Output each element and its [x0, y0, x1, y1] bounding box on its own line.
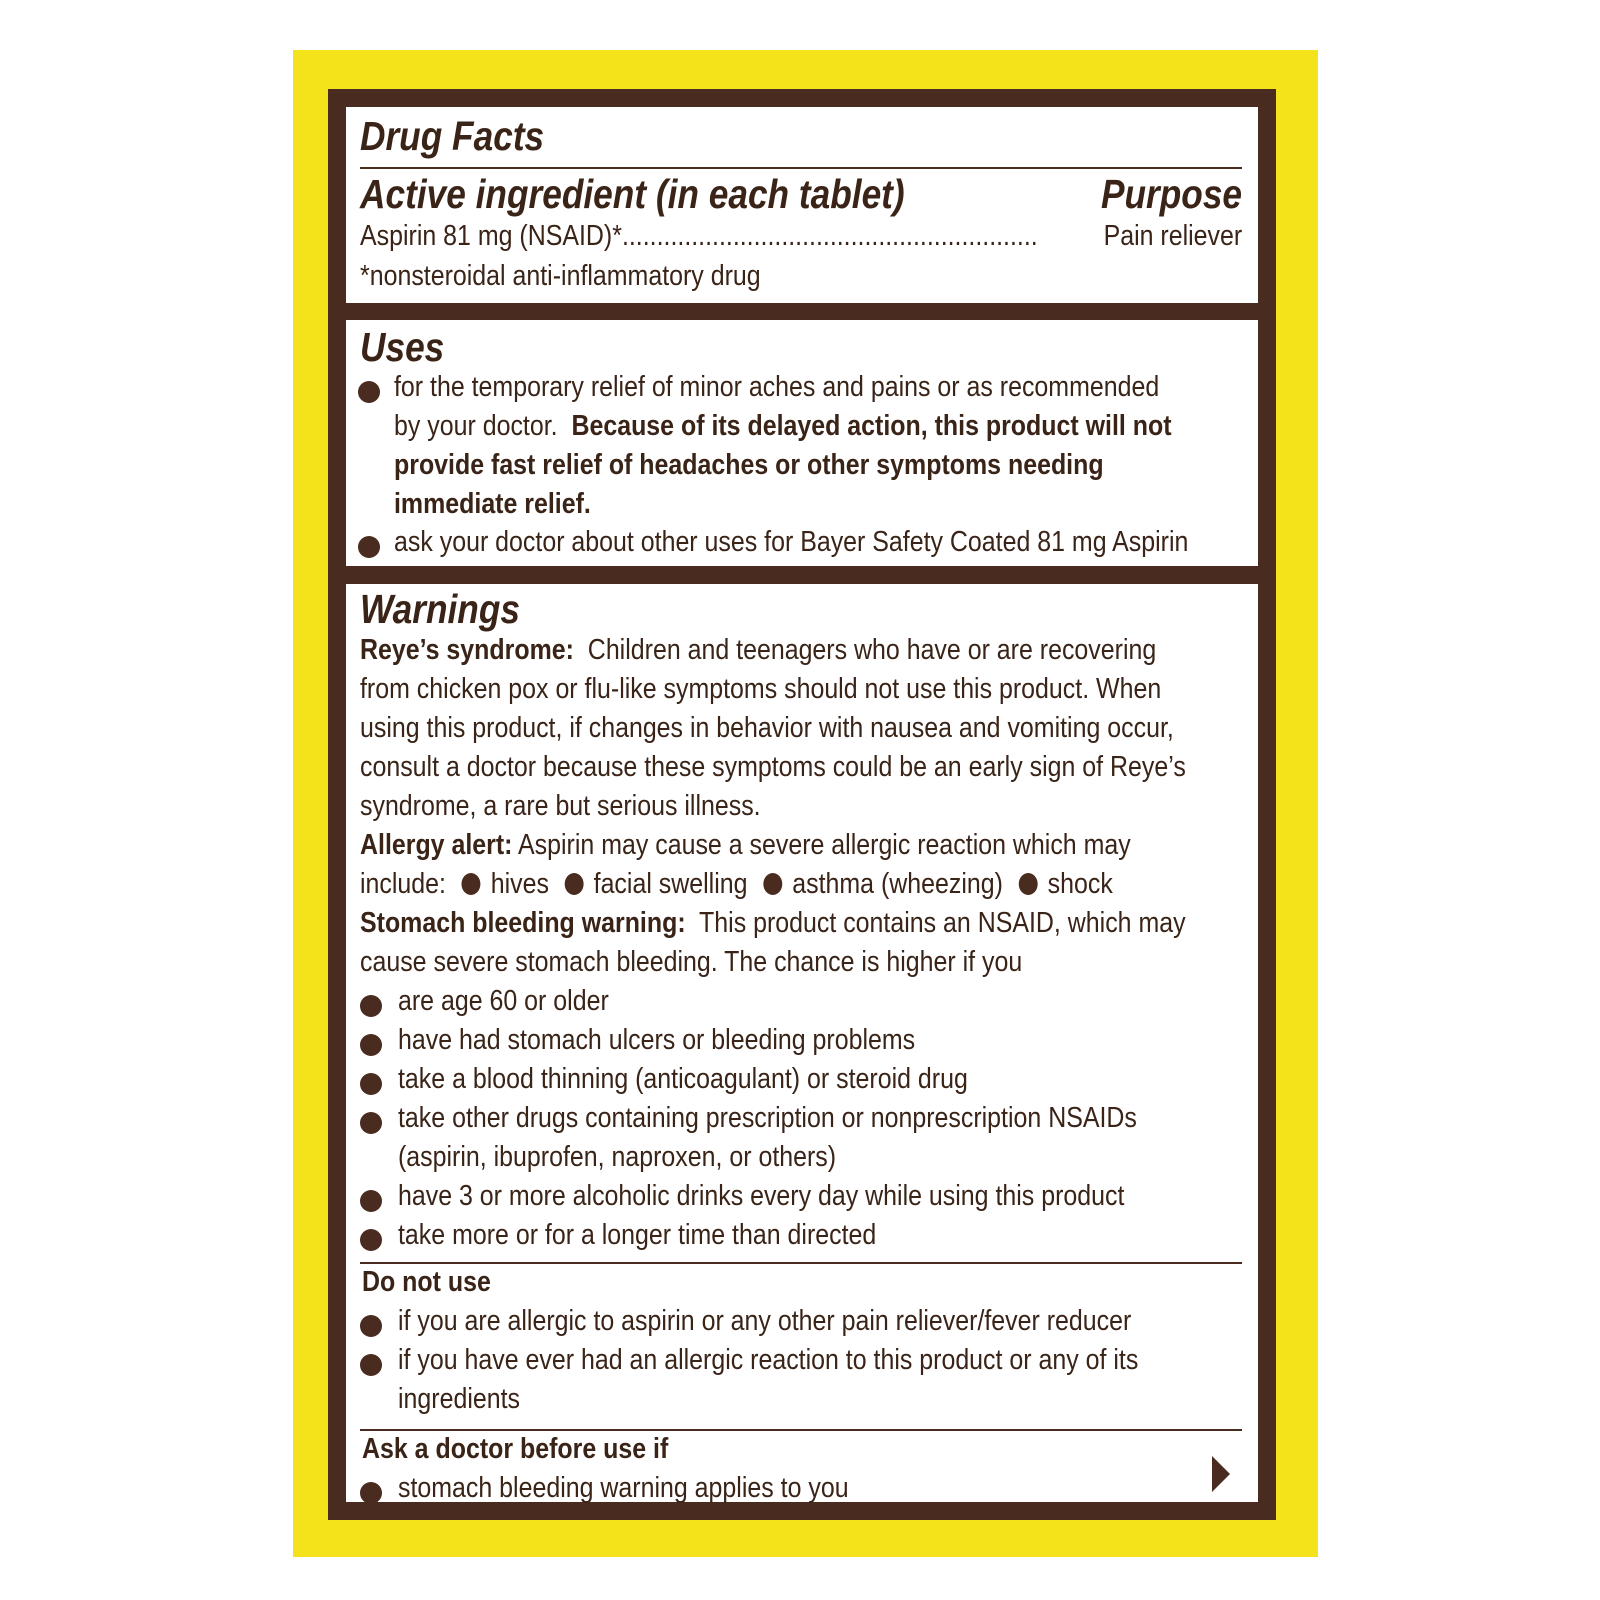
- reyes-line-5: syndrome, a rare but serious illness.: [360, 790, 761, 822]
- do-not-use-rule: [360, 1262, 1242, 1264]
- bullet-icon: [360, 1073, 382, 1095]
- purpose-value: Pain reliever: [1081, 220, 1242, 253]
- stomach-item-continued: (aspirin, ibuprofen, naproxen, or others): [398, 1141, 837, 1173]
- stomach-item: take more or for a longer time than directed: [398, 1219, 877, 1251]
- ingredient-line: Aspirin 81 mg (NSAID)*............................................................: [360, 220, 1038, 252]
- do-not-use-item-continued: ingredients: [398, 1383, 521, 1415]
- bullet-icon: [360, 1315, 382, 1337]
- bullet-icon: [360, 1229, 382, 1251]
- bullet-icon: [763, 873, 782, 895]
- bullet-icon: [360, 995, 382, 1017]
- ask-doctor-heading: Ask a doctor before use if: [362, 1433, 669, 1465]
- bullet-icon: [360, 1112, 382, 1134]
- continue-arrow-icon: [1212, 1456, 1230, 1492]
- active-ingredient-panel: [346, 107, 1258, 303]
- uses-item-1-line-4: immediate relief.: [394, 488, 591, 520]
- bullet-icon: [360, 1190, 382, 1212]
- allergy-line-2: include: hives facial swelling asthma (wheezing) shock: [360, 868, 1113, 900]
- stomach-item: have had stomach ulcers or bleeding problems: [398, 1024, 916, 1056]
- stomach-line-2: cause severe stomach bleeding. The chance is higher if you: [360, 946, 1023, 978]
- uses-item-1-line-2: by your doctor. Because of its delayed action, this product will not: [394, 410, 1172, 442]
- reyes-line-2: from chicken pox or flu-like symptoms should not use this product. When: [360, 673, 1162, 705]
- stomach-line-1: Stomach bleeding warning: This product contains an NSAID, which may: [360, 907, 1186, 939]
- uses-item-2: ask your doctor about other uses for Bayer Safety Coated 81 mg Aspirin: [394, 526, 1189, 558]
- bullet-icon: [360, 1482, 382, 1504]
- uses-item-1-line-3: provide fast relief of headaches or other symptoms needing: [394, 449, 1104, 481]
- warnings-panel: [346, 584, 1258, 1502]
- bullet-icon: [358, 381, 380, 403]
- bullet-icon: [360, 1034, 382, 1056]
- warnings-heading: Warnings: [360, 586, 521, 632]
- do-not-use-item: if you have ever had an allergic reaction to this product or any of its: [398, 1344, 1139, 1376]
- stomach-item: take a blood thinning (anticoagulant) or steroid drug: [398, 1063, 968, 1095]
- purpose-heading: Purpose: [1100, 171, 1242, 217]
- stomach-item: take other drugs containing prescription or nonprescription NSAIDs: [398, 1102, 1137, 1134]
- ingredient-footnote: *nonsteroidal anti-inflammatory drug: [360, 260, 761, 292]
- drug-facts-header: Drug Facts: [360, 113, 545, 159]
- bullet-icon: [358, 536, 380, 558]
- uses-heading: Uses: [360, 324, 445, 370]
- ask-doctor-item: stomach bleeding warning applies to you: [398, 1472, 849, 1504]
- uses-item-1-line-1: for the temporary relief of minor aches and pains or as recommended: [394, 371, 1160, 403]
- do-not-use-item: if you are allergic to aspirin or any other pain reliever/fever reducer: [398, 1305, 1132, 1337]
- stomach-item: are age 60 or older: [398, 985, 609, 1017]
- bullet-icon: [461, 873, 480, 895]
- bullet-icon: [564, 873, 583, 895]
- reyes-line-1: Reye’s syndrome: Children and teenagers who have or are recovering: [360, 634, 1157, 666]
- header-rule: [360, 167, 1242, 169]
- allergy-line-1: Allergy alert: Aspirin may cause a severe allergic reaction which may: [360, 829, 1131, 861]
- reyes-line-4: consult a doctor because these symptoms could be an early sign of Reye’s: [360, 751, 1186, 783]
- do-not-use-heading: Do not use: [362, 1266, 491, 1298]
- bullet-icon: [1018, 873, 1037, 895]
- reyes-line-3: using this product, if changes in behavior with nausea and vomiting occur,: [360, 712, 1174, 744]
- stomach-item: have 3 or more alcoholic drinks every day while using this product: [398, 1180, 1125, 1212]
- active-ingredient-heading: Active ingredient (in each tablet): [360, 171, 905, 217]
- uses-panel: [346, 320, 1258, 566]
- bullet-icon: [360, 1354, 382, 1376]
- ask-doctor-rule: [360, 1429, 1242, 1431]
